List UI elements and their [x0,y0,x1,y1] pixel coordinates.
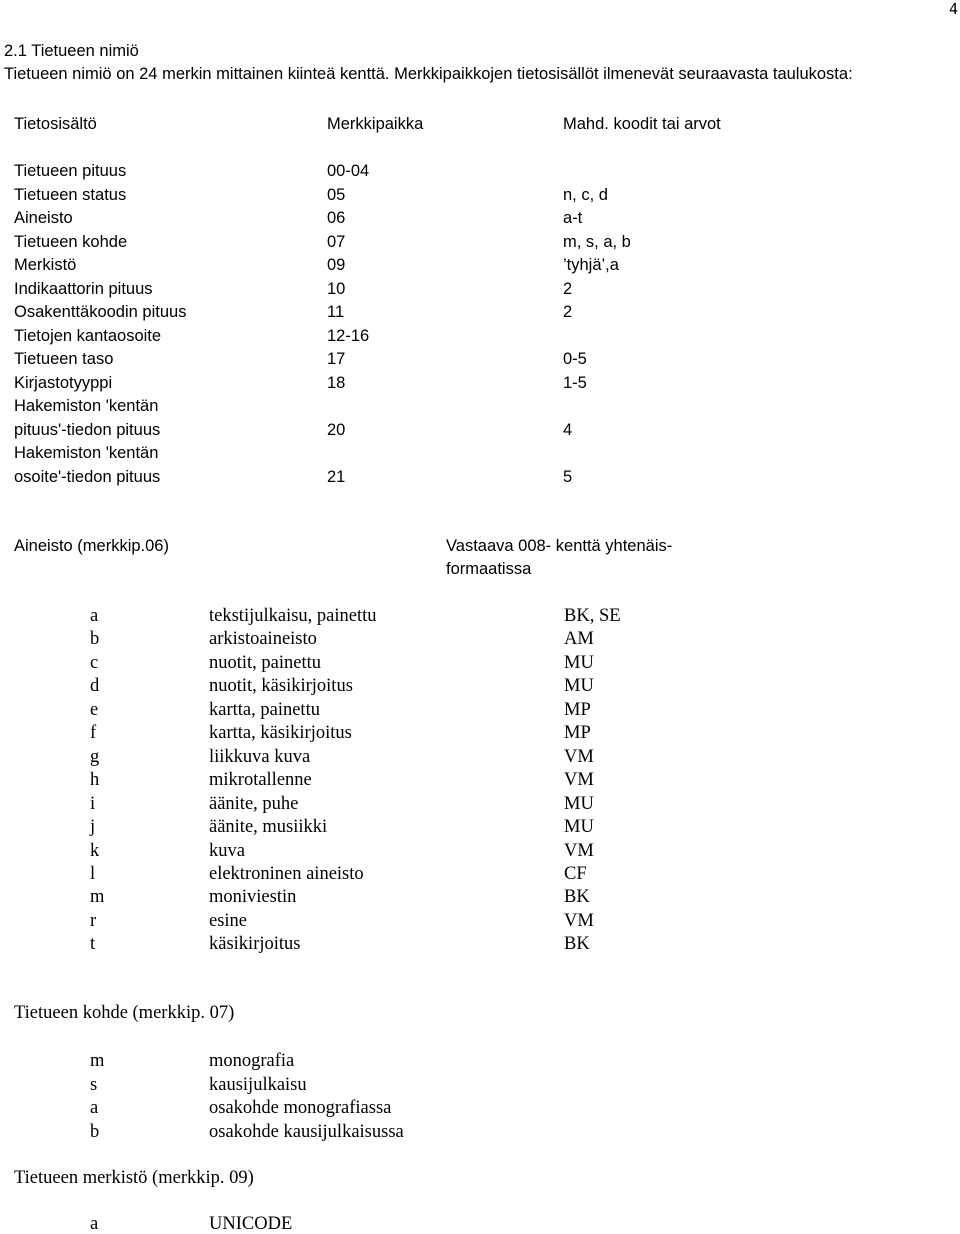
leader-row-values: 2 [563,303,573,321]
leader-row-content: Kirjastotyyppi [14,373,113,392]
material-title: Aineisto (merkkip.06) [14,537,169,555]
charset-row-code: a [90,1214,99,1234]
material-row-label: kuva [209,840,245,861]
leader-table-header-values: Mahd. koodit tai arvot [563,115,721,133]
material-row-format: VM [564,910,594,931]
leader-row-content: Tietueen pituus [14,162,127,180]
material-row-code: k [90,840,100,861]
leader-row-content: Tietueen status [14,185,127,204]
material-row-format: MU [564,817,594,838]
leader-row-content: Indikaattorin pituus [14,279,153,298]
material-row-format: CF [564,863,587,884]
record-target-row-code: b [90,1121,100,1142]
leader-row-content: osoite'-tiedon pituus [14,467,161,486]
leader-row-content: Hakemiston 'kentän [14,444,159,462]
material-row-format: AM [564,629,594,650]
material-row-code: i [90,793,96,814]
material-row-code: h [90,770,100,791]
leader-row-position: 21 [327,467,346,486]
leader-row-values: m, s, a, b [563,232,631,251]
leader-row-content: Tietueen taso [14,350,114,368]
material-row-label: nuotit, painettu [209,652,322,673]
charset-row-label: UNICODE [209,1214,293,1234]
leader-row-position: 18 [327,373,346,392]
leader-row-values: 4 [563,420,573,439]
leader-row-position: 05 [327,185,346,204]
leader-row-content: Osakenttäkoodin pituus [14,303,187,321]
material-row-label: esine [209,910,248,931]
material-row-label: mikrotallenne [209,770,312,791]
material-row-code: f [90,723,97,744]
section-heading: 2.1 Tietueen nimiö [4,42,139,60]
leader-row-values: a-t [563,209,583,227]
leader-row-content: Hakemiston 'kentän [14,397,159,415]
leader-row-content: Aineisto [14,209,73,227]
leader-row-position: 10 [327,279,346,298]
material-row-code: c [90,652,99,673]
material-column-heading-cont: formaatissa [446,560,532,578]
page-number: 4 [949,0,959,18]
record-target-row-label: monografia [209,1051,295,1071]
material-row-label: käsikirjoitus [209,934,301,955]
material-row-format: MU [564,652,594,673]
material-row-code: g [90,746,100,767]
leader-row-values: 5 [563,467,573,486]
record-target-title: Tietueen kohde (merkkip. 07) [14,1003,235,1023]
leader-row-position: 20 [327,420,346,439]
material-row-format: BK [564,934,590,955]
material-row-code: e [90,699,99,720]
material-row-code: t [90,934,96,955]
record-target-row-label: osakohde monografiassa [209,1098,392,1118]
material-row-format: MU [564,793,594,814]
material-row-label: arkistoaineisto [209,629,317,650]
material-row-format: BK, SE [564,606,621,626]
leader-row-values: ’tyhjä’,a [563,256,619,274]
material-row-code: j [90,817,96,838]
leader-row-position: 11 [327,303,345,321]
material-row-label: äänite, musiikki [209,817,328,838]
material-row-label: elektroninen aineisto [209,863,364,884]
leader-row-position: 00-04 [327,162,370,180]
material-row-label: liikkuva kuva [209,746,311,767]
leader-row-content: Tietojen kantaosoite [14,326,162,345]
leader-row-position: 12-16 [327,326,370,345]
leader-row-content: Merkistö [14,256,77,274]
material-row-format: VM [564,840,594,861]
material-row-code: m [90,887,105,908]
material-row-label: moniviestin [209,887,297,908]
material-row-format: VM [564,746,594,767]
material-row-label: nuotit, käsikirjoitus [209,676,353,697]
leader-table-header-position: Merkkipaikka [327,115,424,133]
intro-paragraph: Tietueen nimiö on 24 merkin mittainen kiinteä kenttä. Merkkipaikkojen tietosisällöt ilmenevät seuraavasta taulukosta: [4,65,853,83]
material-row-code: a [90,606,99,626]
record-target-row-code: a [90,1098,99,1118]
record-target-row-label: kausijulkaisu [209,1074,307,1095]
leader-row-values: 1-5 [563,373,587,392]
leader-row-content: Tietueen kohde [14,232,128,251]
record-target-row-code: m [90,1051,105,1071]
leader-row-position: 07 [327,232,346,251]
material-row-code: l [90,863,96,884]
leader-row-position: 09 [327,256,346,274]
record-target-row-code: s [90,1074,98,1095]
leader-row-position: 06 [327,209,346,227]
material-row-code: b [90,629,100,650]
leader-row-values: 2 [563,279,573,298]
charset-title: Tietueen merkistö (merkkip. 09) [14,1168,254,1188]
material-row-code: r [90,910,97,931]
leader-row-values: n, c, d [563,185,608,204]
leader-row-content: pituus'-tiedon pituus [14,420,161,439]
material-row-format: MP [564,699,591,720]
material-row-label: kartta, käsikirjoitus [209,723,352,744]
material-row-format: VM [564,770,594,791]
material-row-label: tekstijulkaisu, painettu [209,606,377,626]
leader-row-position: 17 [327,350,346,368]
leader-table-header-content: Tietosisältö [14,115,97,133]
material-row-format: BK [564,887,590,908]
material-row-format: MP [564,723,591,744]
material-column-heading: Vastaava 008- kenttä yhtenäis- [446,537,673,555]
material-row-label: kartta, painettu [209,699,320,720]
material-row-label: äänite, puhe [209,793,299,814]
material-row-format: MU [564,676,594,697]
leader-row-values: 0-5 [563,350,587,368]
material-row-code: d [90,676,100,697]
record-target-row-label: osakohde kausijulkaisussa [209,1121,404,1142]
